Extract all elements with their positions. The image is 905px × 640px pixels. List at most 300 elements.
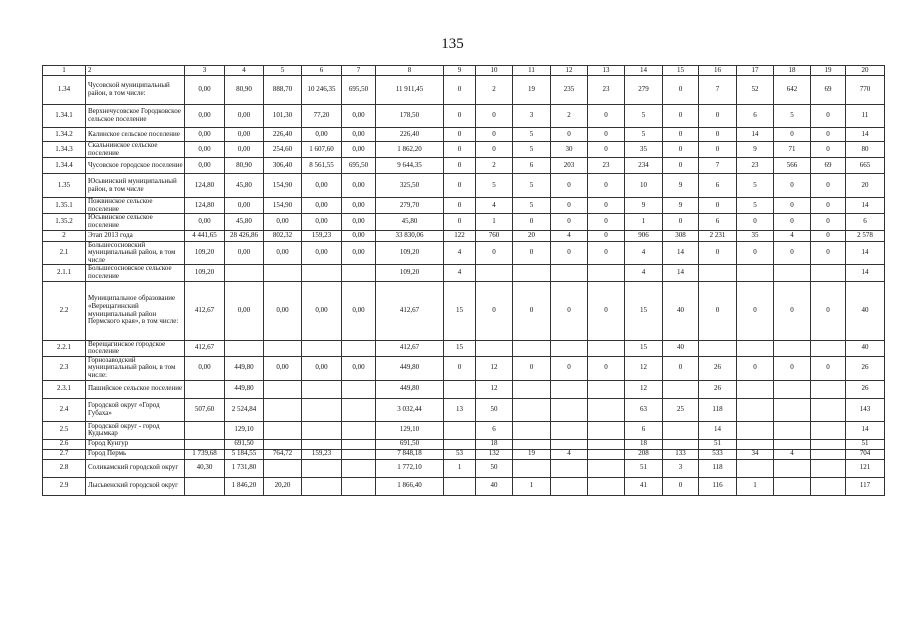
table-cell: 71 bbox=[774, 142, 811, 158]
table-cell: 1 bbox=[737, 477, 774, 495]
table-cell bbox=[588, 380, 625, 398]
table-cell: 449,80 bbox=[225, 380, 264, 398]
page-number: 135 bbox=[441, 36, 464, 52]
table-cell: Городской округ «Город Губаха» bbox=[86, 398, 185, 421]
table-cell: 0,00 bbox=[302, 128, 342, 142]
table-cell: 4 bbox=[774, 449, 811, 459]
table-cell: 1.34.1 bbox=[43, 105, 86, 128]
table-cell: 888,70 bbox=[264, 76, 302, 105]
table-cell: 26 bbox=[699, 380, 737, 398]
table-cell: 2.4 bbox=[43, 398, 86, 421]
header-cell: 9 bbox=[444, 66, 476, 76]
table-cell: 45,80 bbox=[225, 214, 264, 230]
table-cell: 14 bbox=[846, 128, 885, 142]
table-cell: 45,80 bbox=[376, 214, 444, 230]
table-cell: 15 bbox=[625, 340, 663, 356]
table-cell: 0 bbox=[699, 105, 737, 128]
table-cell: 0,00 bbox=[342, 142, 376, 158]
table-cell: Лысьвенский городской округ bbox=[86, 477, 185, 495]
table-cell: 0 bbox=[551, 214, 588, 230]
table-cell: 14 bbox=[663, 241, 699, 265]
table-cell: 34 bbox=[737, 449, 774, 459]
table-cell: 129,10 bbox=[376, 421, 444, 439]
table-cell: 0 bbox=[513, 356, 551, 380]
table-cell: 1 866,40 bbox=[376, 477, 444, 495]
table-row bbox=[43, 128, 885, 142]
table-cell: 0 bbox=[811, 128, 846, 142]
table-cell bbox=[588, 459, 625, 477]
table-cell: 2.9 bbox=[43, 477, 86, 495]
table-row bbox=[43, 398, 885, 421]
table-row bbox=[43, 340, 885, 356]
table-cell: 2.3.1 bbox=[43, 380, 86, 398]
table-cell: 1 607,60 bbox=[302, 142, 342, 158]
table-cell: 13 bbox=[444, 398, 476, 421]
table-cell: 4 bbox=[551, 449, 588, 459]
table-cell: 412,67 bbox=[376, 281, 444, 340]
table-cell: 9 bbox=[663, 174, 699, 198]
table-cell: 2.6 bbox=[43, 439, 86, 449]
table-cell bbox=[699, 340, 737, 356]
table-row bbox=[43, 449, 885, 459]
table-row bbox=[43, 158, 885, 174]
table-cell: 6 bbox=[699, 174, 737, 198]
table-cell: 2 bbox=[476, 76, 513, 105]
table-cell: 52 bbox=[737, 76, 774, 105]
table-cell: 0,00 bbox=[185, 214, 225, 230]
table-cell: 449,80 bbox=[376, 380, 444, 398]
table-cell bbox=[588, 421, 625, 439]
table-cell bbox=[588, 265, 625, 281]
table-cell: 1 772,10 bbox=[376, 459, 444, 477]
table-cell: 6 bbox=[625, 421, 663, 439]
table-cell: 2.3 bbox=[43, 356, 86, 380]
header-cell: 8 bbox=[376, 66, 444, 76]
table-cell: 0 bbox=[551, 241, 588, 265]
table-cell: 0 bbox=[774, 241, 811, 265]
table-cell bbox=[225, 265, 264, 281]
table-cell: 0,00 bbox=[302, 174, 342, 198]
table-cell: 63 bbox=[625, 398, 663, 421]
table-cell: Соликамский городской округ bbox=[86, 459, 185, 477]
table-cell bbox=[699, 265, 737, 281]
table-cell: 118 bbox=[699, 398, 737, 421]
table-cell: 234 bbox=[625, 158, 663, 174]
table-cell: 19 bbox=[513, 449, 551, 459]
table-cell: 704 bbox=[846, 449, 885, 459]
table-row bbox=[43, 421, 885, 439]
table-cell: 0 bbox=[699, 128, 737, 142]
table-cell: 5 bbox=[513, 142, 551, 158]
table-cell: 154,90 bbox=[264, 198, 302, 214]
table-cell bbox=[551, 459, 588, 477]
table-cell: 0,00 bbox=[185, 76, 225, 105]
table-cell: 4 bbox=[476, 198, 513, 214]
table-cell: 45,80 bbox=[225, 174, 264, 198]
table-cell: 20,20 bbox=[264, 477, 302, 495]
table-cell: 203 bbox=[551, 158, 588, 174]
table-cell: 0 bbox=[811, 198, 846, 214]
table-cell: 0 bbox=[699, 281, 737, 340]
table-cell: 9 644,35 bbox=[376, 158, 444, 174]
table-cell: 0 bbox=[476, 142, 513, 158]
table-cell: 1.35 bbox=[43, 174, 86, 198]
table-cell: 0 bbox=[551, 128, 588, 142]
table-cell: 0 bbox=[737, 214, 774, 230]
table-cell: 133 bbox=[663, 449, 699, 459]
table-cell: 4 bbox=[551, 230, 588, 241]
table-cell: 770 bbox=[846, 76, 885, 105]
table-cell bbox=[513, 265, 551, 281]
table-cell: 10 246,35 bbox=[302, 76, 342, 105]
table-cell bbox=[342, 477, 376, 495]
table-cell: 0,00 bbox=[342, 281, 376, 340]
table-cell bbox=[551, 340, 588, 356]
table-cell: 26 bbox=[699, 356, 737, 380]
table-cell: 0 bbox=[513, 214, 551, 230]
table-cell: 0 bbox=[774, 198, 811, 214]
table-cell bbox=[302, 439, 342, 449]
table-cell: 695,50 bbox=[342, 158, 376, 174]
table-cell bbox=[342, 398, 376, 421]
table-cell bbox=[774, 477, 811, 495]
table-cell: Город Кунгур bbox=[86, 439, 185, 449]
table-cell: 1 739,68 bbox=[185, 449, 225, 459]
table-cell: 665 bbox=[846, 158, 885, 174]
table-cell: 226,40 bbox=[376, 128, 444, 142]
header-cell: 2 bbox=[86, 66, 185, 76]
table-cell bbox=[551, 265, 588, 281]
table-cell: 9 bbox=[625, 198, 663, 214]
table-cell bbox=[342, 449, 376, 459]
table-cell: 0 bbox=[551, 174, 588, 198]
table-cell: 5 bbox=[737, 174, 774, 198]
table-cell: 14 bbox=[846, 265, 885, 281]
header-cell: 17 bbox=[737, 66, 774, 76]
table-cell bbox=[264, 398, 302, 421]
table-cell: 9 bbox=[663, 198, 699, 214]
table-cell: 0 bbox=[476, 128, 513, 142]
table-cell: 0,00 bbox=[264, 241, 302, 265]
table-cell: 80 bbox=[846, 142, 885, 158]
table-cell: 121 bbox=[846, 459, 885, 477]
table-cell: 0 bbox=[588, 128, 625, 142]
table-cell: 109,20 bbox=[376, 241, 444, 265]
table-cell: 0,00 bbox=[302, 241, 342, 265]
table-cell: 0 bbox=[811, 105, 846, 128]
table-cell: 0 bbox=[774, 174, 811, 198]
table-cell: 26 bbox=[846, 356, 885, 380]
table-cell bbox=[513, 380, 551, 398]
table-cell: 30 bbox=[551, 142, 588, 158]
table-cell: 2 231 bbox=[699, 230, 737, 241]
table-cell: 0 bbox=[444, 356, 476, 380]
table-cell: 20 bbox=[513, 230, 551, 241]
table-cell: 0 bbox=[588, 198, 625, 214]
table-cell: 40 bbox=[476, 477, 513, 495]
table-cell: 0 bbox=[444, 128, 476, 142]
table-row bbox=[43, 439, 885, 449]
table-cell: 0,00 bbox=[225, 128, 264, 142]
table-cell: 5 bbox=[774, 105, 811, 128]
table-cell: 5 bbox=[513, 174, 551, 198]
table-cell bbox=[811, 449, 846, 459]
table-row bbox=[43, 174, 885, 198]
table-cell: 14 bbox=[846, 421, 885, 439]
table-cell: Чусовское городское поселение bbox=[86, 158, 185, 174]
table-cell: 51 bbox=[625, 459, 663, 477]
table-cell bbox=[663, 421, 699, 439]
table-cell bbox=[342, 421, 376, 439]
table-cell: Этап 2013 года bbox=[86, 230, 185, 241]
table-cell: 0,00 bbox=[302, 356, 342, 380]
table-cell bbox=[588, 340, 625, 356]
table-cell bbox=[342, 459, 376, 477]
table-cell: 906 bbox=[625, 230, 663, 241]
table-cell: 41 bbox=[625, 477, 663, 495]
table-cell bbox=[551, 380, 588, 398]
table-row bbox=[43, 105, 885, 128]
table-cell: 2.1 bbox=[43, 241, 86, 265]
table-cell bbox=[774, 398, 811, 421]
table-cell: 53 bbox=[444, 449, 476, 459]
table-cell: 6 bbox=[846, 214, 885, 230]
table-cell: 178,50 bbox=[376, 105, 444, 128]
table-cell bbox=[737, 340, 774, 356]
table-cell: 533 bbox=[699, 449, 737, 459]
table-cell: 0 bbox=[663, 105, 699, 128]
table-cell bbox=[476, 265, 513, 281]
table-cell: Юсьвинский муниципальный район, в том числе bbox=[86, 174, 185, 198]
table-cell: 306,40 bbox=[264, 158, 302, 174]
header-cell: 10 bbox=[476, 66, 513, 76]
table-cell: 0 bbox=[811, 281, 846, 340]
table-cell: 159,23 bbox=[302, 449, 342, 459]
table-cell: 5 bbox=[476, 174, 513, 198]
table-cell bbox=[185, 477, 225, 495]
table-cell: 0 bbox=[444, 142, 476, 158]
table-cell: Муниципальное образование «Верещагинский муниципальный район Пермского края», в том числе: bbox=[86, 281, 185, 340]
table-row bbox=[43, 241, 885, 265]
table-cell: 6 bbox=[476, 421, 513, 439]
table-cell bbox=[737, 459, 774, 477]
table-cell: 325,50 bbox=[376, 174, 444, 198]
table-row bbox=[43, 230, 885, 241]
table-cell: 18 bbox=[476, 439, 513, 449]
table-cell: 0 bbox=[811, 142, 846, 158]
table-cell: 412,67 bbox=[376, 340, 444, 356]
table-cell bbox=[588, 398, 625, 421]
table-cell: 279,70 bbox=[376, 198, 444, 214]
table-cell: 0 bbox=[588, 142, 625, 158]
table-cell: 18 bbox=[625, 439, 663, 449]
table-cell bbox=[264, 439, 302, 449]
table-cell: 0 bbox=[444, 105, 476, 128]
table-cell: 25 bbox=[663, 398, 699, 421]
table-cell bbox=[811, 380, 846, 398]
table-cell: 6 bbox=[737, 105, 774, 128]
header-cell: 6 bbox=[302, 66, 342, 76]
table-cell bbox=[588, 439, 625, 449]
table-cell bbox=[185, 380, 225, 398]
table-cell: 10 bbox=[625, 174, 663, 198]
table-cell bbox=[551, 398, 588, 421]
table-cell: 0 bbox=[737, 241, 774, 265]
table-cell: Чусовской муниципальный район, в том числе: bbox=[86, 76, 185, 105]
table-cell: 51 bbox=[699, 439, 737, 449]
table-cell: 0 bbox=[774, 128, 811, 142]
table-cell bbox=[476, 340, 513, 356]
table-cell: 40 bbox=[846, 340, 885, 356]
table-cell: 109,20 bbox=[376, 265, 444, 281]
table-cell: 101,30 bbox=[264, 105, 302, 128]
table-cell: 12 bbox=[625, 356, 663, 380]
table-cell: 0 bbox=[551, 281, 588, 340]
table-cell: 1.34.3 bbox=[43, 142, 86, 158]
table-cell: 2 bbox=[43, 230, 86, 241]
table-cell: 0 bbox=[588, 105, 625, 128]
header-row bbox=[43, 66, 885, 76]
table-cell bbox=[513, 459, 551, 477]
table-cell bbox=[551, 421, 588, 439]
table-cell: 51 bbox=[846, 439, 885, 449]
table-cell: 691,50 bbox=[376, 439, 444, 449]
table-cell: 7 bbox=[699, 76, 737, 105]
table-cell: 5 184,55 bbox=[225, 449, 264, 459]
table-cell: 3 bbox=[663, 459, 699, 477]
table-cell: 0,00 bbox=[342, 214, 376, 230]
table-cell: 117 bbox=[846, 477, 885, 495]
table-cell: 1.35.1 bbox=[43, 198, 86, 214]
table-cell bbox=[811, 340, 846, 356]
table-cell: 0 bbox=[444, 158, 476, 174]
table-cell: 109,20 bbox=[185, 265, 225, 281]
table-cell: 2.5 bbox=[43, 421, 86, 439]
table-row bbox=[43, 76, 885, 105]
header-cell: 11 bbox=[513, 66, 551, 76]
table-cell: 0,00 bbox=[185, 105, 225, 128]
table-cell: 0 bbox=[476, 241, 513, 265]
table-cell: 109,20 bbox=[185, 241, 225, 265]
header-cell: 1 bbox=[43, 66, 86, 76]
table-cell: 0,00 bbox=[342, 174, 376, 198]
table-cell bbox=[342, 340, 376, 356]
table-cell: 1 bbox=[625, 214, 663, 230]
table-row bbox=[43, 214, 885, 230]
table-cell: 0 bbox=[663, 128, 699, 142]
table-cell: Пашийское сельское поселение bbox=[86, 380, 185, 398]
table-cell: Скальнинское сельское поселение bbox=[86, 142, 185, 158]
table-cell: 4 bbox=[444, 241, 476, 265]
table-cell: 0,00 bbox=[342, 241, 376, 265]
table-row bbox=[43, 459, 885, 477]
table-cell bbox=[342, 439, 376, 449]
table-cell: 5 bbox=[737, 198, 774, 214]
table-cell: 26 bbox=[846, 380, 885, 398]
table-cell: 760 bbox=[476, 230, 513, 241]
table-cell bbox=[513, 421, 551, 439]
table-cell: 2.2 bbox=[43, 281, 86, 340]
table-cell: 14 bbox=[846, 241, 885, 265]
table-cell: 50 bbox=[476, 459, 513, 477]
table-cell: 15 bbox=[625, 281, 663, 340]
table-cell bbox=[444, 439, 476, 449]
table-cell: Верхнечусовское Городковское сельское поселение bbox=[86, 105, 185, 128]
table-cell: 0,00 bbox=[264, 356, 302, 380]
table-cell: 0 bbox=[588, 230, 625, 241]
table-cell bbox=[302, 265, 342, 281]
table-cell: 0,00 bbox=[342, 105, 376, 128]
table-cell bbox=[588, 449, 625, 459]
table-cell: 0,00 bbox=[342, 230, 376, 241]
table-cell: 0 bbox=[811, 241, 846, 265]
table-cell: 0,00 bbox=[302, 198, 342, 214]
table-cell: 0 bbox=[444, 214, 476, 230]
table-cell: 4 bbox=[625, 241, 663, 265]
header-cell: 13 bbox=[588, 66, 625, 76]
table-cell bbox=[811, 398, 846, 421]
table-cell: 9 bbox=[737, 142, 774, 158]
header-cell: 5 bbox=[264, 66, 302, 76]
table-cell: 118 bbox=[699, 459, 737, 477]
table-cell: 2.2.1 bbox=[43, 340, 86, 356]
table-cell: 412,67 bbox=[185, 340, 225, 356]
table-cell: 0 bbox=[513, 281, 551, 340]
table-cell: 0 bbox=[774, 281, 811, 340]
table-cell: 1.34 bbox=[43, 76, 86, 105]
table-cell bbox=[811, 439, 846, 449]
table-cell: 0 bbox=[551, 356, 588, 380]
table-cell: 4 bbox=[444, 265, 476, 281]
table-cell: 226,40 bbox=[264, 128, 302, 142]
header-cell: 19 bbox=[811, 66, 846, 76]
table-cell bbox=[513, 439, 551, 449]
table-cell: 4 bbox=[774, 230, 811, 241]
table-cell: 0,00 bbox=[225, 105, 264, 128]
table-cell bbox=[302, 340, 342, 356]
table-cell bbox=[444, 421, 476, 439]
table-cell: Большесосновский муниципальный район, в том числе bbox=[86, 241, 185, 265]
table-cell: 1 bbox=[444, 459, 476, 477]
table-cell: 23 bbox=[588, 158, 625, 174]
table-cell: 80,90 bbox=[225, 158, 264, 174]
table-cell: 14 bbox=[737, 128, 774, 142]
table-cell bbox=[811, 477, 846, 495]
table-cell: 764,72 bbox=[264, 449, 302, 459]
table-cell: 695,50 bbox=[342, 76, 376, 105]
header-cell: 12 bbox=[551, 66, 588, 76]
table-cell: 14 bbox=[846, 198, 885, 214]
table-cell: 2 524,84 bbox=[225, 398, 264, 421]
table-cell: 0,00 bbox=[225, 142, 264, 158]
table-cell: 1 bbox=[513, 477, 551, 495]
table-cell: 0 bbox=[699, 241, 737, 265]
table-cell: 0 bbox=[588, 356, 625, 380]
table-cell: Пожвинское сельское поселение bbox=[86, 198, 185, 214]
table-cell: 0,00 bbox=[185, 142, 225, 158]
table-cell: 15 bbox=[444, 281, 476, 340]
table-cell: 0 bbox=[588, 214, 625, 230]
table-cell: 0 bbox=[444, 174, 476, 198]
table-cell: 14 bbox=[699, 421, 737, 439]
table-cell: 449,80 bbox=[225, 356, 264, 380]
table-cell: 0 bbox=[699, 142, 737, 158]
table-cell: 0 bbox=[663, 158, 699, 174]
header-cell: 7 bbox=[342, 66, 376, 76]
table-cell: Город Пермь bbox=[86, 449, 185, 459]
table-cell: 154,90 bbox=[264, 174, 302, 198]
table-cell: 1 731,80 bbox=[225, 459, 264, 477]
